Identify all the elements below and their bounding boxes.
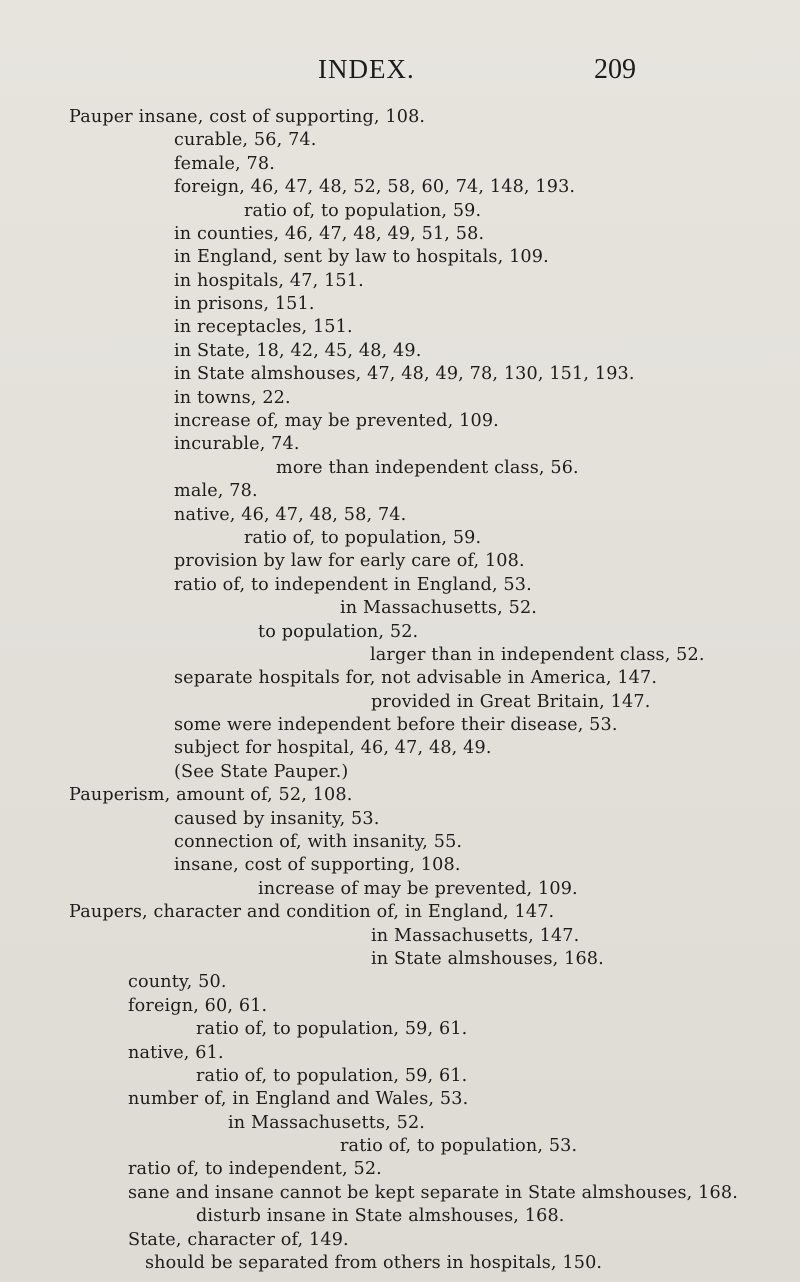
index-subentry: in receptacles, 151. xyxy=(174,317,353,337)
index-subentry: insane, cost of supporting, 108. xyxy=(174,855,461,875)
index-subentry: some were independent before their disease, 53. xyxy=(174,715,618,735)
index-subentry: ratio of, to population, 59. xyxy=(244,528,482,548)
index-subentry: subject for hospital, 46, 47, 48, 49. xyxy=(174,738,492,758)
index-subentry: caused by insanity, 53. xyxy=(174,809,380,829)
index-subentry: county, 50. xyxy=(128,972,227,992)
page-number: 209 xyxy=(594,54,636,85)
index-subentry: more than independent class, 56. xyxy=(276,458,579,478)
index-subentry: in counties, 46, 47, 48, 49, 51, 58. xyxy=(174,224,485,244)
index-subentry: connection of, with insanity, 55. xyxy=(174,832,463,852)
index-subentry: ratio of, to population, 59. xyxy=(244,201,482,221)
index-subentry: provision by law for early care of, 108. xyxy=(174,551,525,571)
index-subentry: number of, in England and Wales, 53. xyxy=(128,1089,469,1109)
index-subentry: native, 46, 47, 48, 58, 74. xyxy=(174,505,407,525)
index-subentry: increase of, may be prevented, 109. xyxy=(174,411,499,431)
index-subentry: in State almshouses, 47, 48, 49, 78, 130, 151, 193. xyxy=(174,364,635,384)
index-subentry: sane and insane cannot be kept separate in State almshouses, 168. xyxy=(128,1183,738,1203)
index-subentry: foreign, 60, 61. xyxy=(128,996,268,1016)
index-subentry: ratio of, to population, 59, 61. xyxy=(196,1066,468,1086)
index-subentry: in Massachusetts, 52. xyxy=(228,1113,426,1133)
index-subentry: separate hospitals for, not advisable in America, 147. xyxy=(174,668,658,688)
index-subentry: in towns, 22. xyxy=(174,388,291,408)
index-subentry: in Massachusetts, 147. xyxy=(371,926,580,946)
index-cross-reference: (See State Pauper.) xyxy=(174,762,349,782)
index-subentry: in hospitals, 47, 151. xyxy=(174,271,364,291)
index-subentry: in Massachusetts, 52. xyxy=(340,598,538,618)
index-heading-paupers: Paupers, character and condition of, in England, 147. xyxy=(69,902,555,922)
index-subentry: incurable, 74. xyxy=(174,434,300,454)
index-subentry: in State almshouses, 168. xyxy=(371,949,604,969)
running-head xyxy=(0,54,800,94)
index-subentry: native, 61. xyxy=(128,1043,224,1063)
index-subentry: male, 78. xyxy=(174,481,258,501)
index-subentry: disturb insane in State almshouses, 168. xyxy=(196,1206,565,1226)
page-title: INDEX. xyxy=(318,54,415,84)
index-subentry: female, 78. xyxy=(174,154,275,174)
index-subentry: increase of may be prevented, 109. xyxy=(258,879,578,899)
index-subentry: provided in Great Britain, 147. xyxy=(371,692,651,712)
index-subentry: ratio of, to population, 53. xyxy=(340,1136,578,1156)
index-subentry: larger than in independent class, 52. xyxy=(370,645,705,665)
index-subentry: in State, 18, 42, 45, 48, 49. xyxy=(174,341,422,361)
index-subentry: curable, 56, 74. xyxy=(174,130,317,150)
index-subentry: in prisons, 151. xyxy=(174,294,315,314)
index-subentry: should be separated from others in hospitals, 150. xyxy=(145,1253,603,1273)
index-heading-pauperism: Pauperism, amount of, 52, 108. xyxy=(69,785,353,805)
index-subentry: ratio of, to independent, 52. xyxy=(128,1159,382,1179)
index-subentry: to population, 52. xyxy=(258,622,419,642)
index-subentry: in England, sent by law to hospitals, 109. xyxy=(174,247,549,267)
index-subentry: State, character of, 149. xyxy=(128,1230,349,1250)
index-subentry: ratio of, to independent in England, 53. xyxy=(174,575,532,595)
index-subentry: ratio of, to population, 59, 61. xyxy=(196,1019,468,1039)
index-heading-pauper-insane: Pauper insane, cost of supporting, 108. xyxy=(69,107,426,127)
index-subentry: foreign, 46, 47, 48, 52, 58, 60, 74, 148, 193. xyxy=(174,177,576,197)
